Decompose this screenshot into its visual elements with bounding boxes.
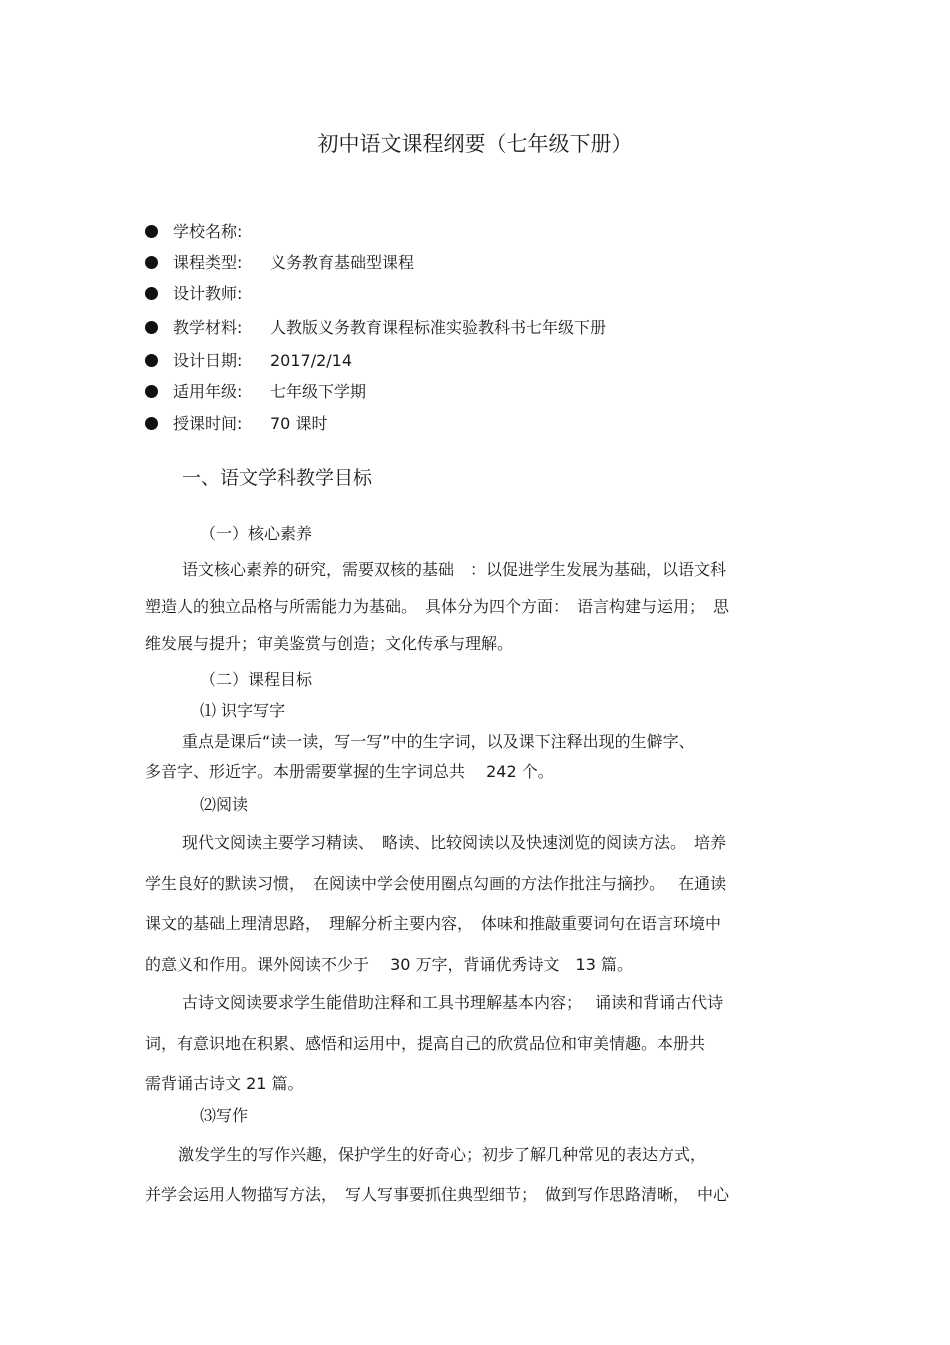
info-row-date <box>145 350 352 372</box>
info-row-grade <box>145 381 366 403</box>
subsection-heading-goals: （二）课程目标 <box>200 670 313 689</box>
info-value: 义务教育基础型课程 <box>270 253 415 272</box>
bullet-icon <box>145 225 158 238</box>
bullet-icon <box>145 287 158 300</box>
paragraph-line: 重点是课后“读一读，写一写”中的生字词，以及课下注释出现的生僻字、 <box>182 732 695 751</box>
info-row-teacher <box>145 283 270 305</box>
info-label: 教学材料: <box>173 318 243 337</box>
paragraph-line: 多音字、形近字。本册需要掌握的生字词总共 242 个。 <box>145 762 554 781</box>
paragraph-line: 需背诵古诗文 21 篇。 <box>145 1074 304 1093</box>
paragraph-line: 学生良好的默读习惯， 在阅读中学会使用圈点勾画的方法作批注与摘抄。 在通读 <box>145 874 727 893</box>
bullet-icon <box>145 256 158 269</box>
info-row-material <box>145 317 606 339</box>
bullet-icon <box>145 321 158 334</box>
info-row-school <box>145 221 270 243</box>
info-label: 授课时间: <box>173 414 243 433</box>
item-heading-literacy: ⑴ 识字写字 <box>200 701 286 720</box>
bullet-icon <box>145 417 158 430</box>
info-label: 设计日期: <box>173 351 243 370</box>
info-value: 人教版义务教育课程标准实验教科书七年级下册 <box>270 318 607 337</box>
paragraph-line: 课文的基础上理清思路， 理解分析主要内容， 体味和推敲重要词句在语言环境中 <box>145 914 722 933</box>
info-label: 设计教师: <box>173 284 243 303</box>
info-label: 课程类型: <box>173 253 243 272</box>
paragraph-line: 的意义和作用。课外阅读不少于 30 万字，背诵优秀诗文 13 篇。 <box>145 955 633 974</box>
info-label: 适用年级: <box>173 382 243 401</box>
subsection-heading-core: （一）核心素养 <box>200 524 313 543</box>
section-heading: 一、语文学科教学目标 <box>182 467 373 489</box>
paragraph-line: 维发展与提升；审美鉴赏与创造；文化传承与理解。 <box>145 634 514 653</box>
info-value: 2017/2/14 <box>270 351 353 370</box>
info-value: 70 课时 <box>270 414 328 433</box>
bullet-icon <box>145 354 158 367</box>
bullet-icon <box>145 385 158 398</box>
paragraph-line: 古诗文阅读要求学生能借助注释和工具书理解基本内容； 诵读和背诵古代诗 <box>182 993 724 1012</box>
info-row-hours <box>145 413 327 435</box>
paragraph-line: 塑造人的独立品格与所需能力为基础。 具体分为四个方面： 语言构建与运用； 思 <box>145 597 730 616</box>
document-title: 初中语文课程纲要（七年级下册） <box>317 132 633 156</box>
paragraph-line: 并学会运用人物描写方法， 写人写事要抓住典型细节； 做到写作思路清晰， 中心 <box>145 1185 730 1204</box>
info-row-course-type <box>145 252 414 274</box>
item-heading-reading: ⑵阅读 <box>200 795 249 814</box>
paragraph-line: 语文核心素养的研究，需要双核的基础 ：以促进学生发展为基础，以语文科 <box>182 560 727 579</box>
info-label: 学校名称: <box>173 222 243 241</box>
info-value: 七年级下学期 <box>270 382 367 401</box>
item-heading-writing: ⑶写作 <box>200 1106 249 1125</box>
paragraph-line: 现代文阅读主要学习精读、 略读、比较阅读以及快速浏览的阅读方法。 培养 <box>182 833 727 852</box>
paragraph-line: 激发学生的写作兴趣，保护学生的好奇心；初步了解几种常见的表达方式， <box>178 1145 707 1164</box>
paragraph-line: 词，有意识地在积累、感悟和运用中，提高自己的欣赏品位和审美情趣。本册共 <box>145 1034 706 1053</box>
